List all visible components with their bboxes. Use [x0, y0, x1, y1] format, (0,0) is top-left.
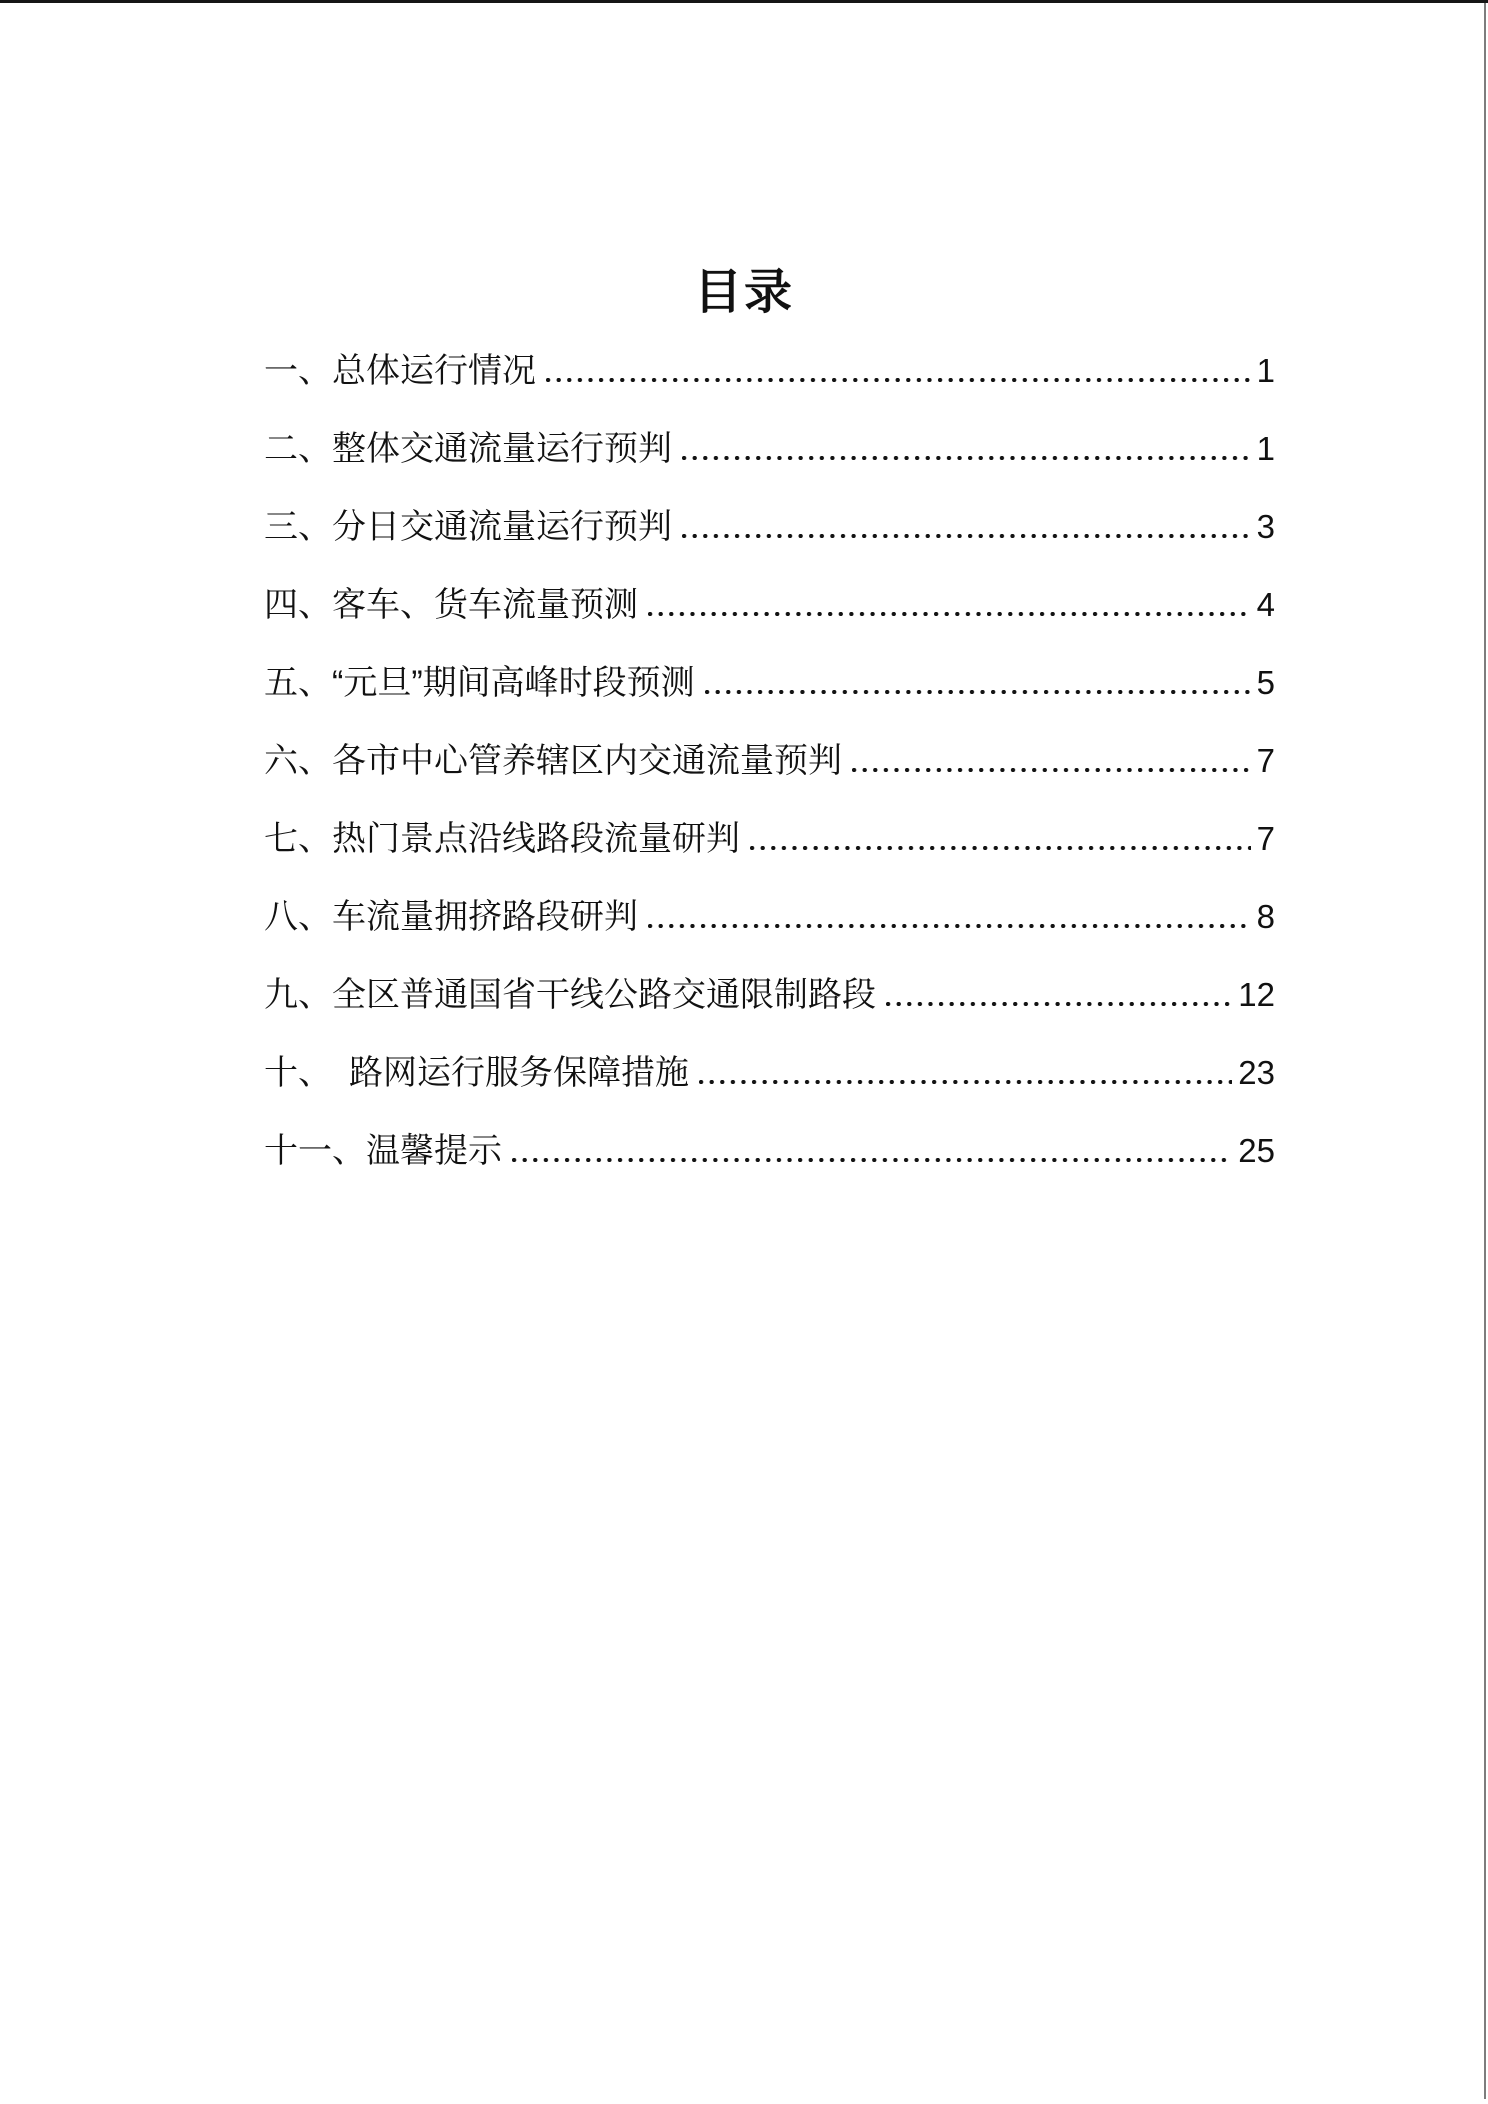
toc-entry-label: 十、 路网运行服务保障措施 — [264, 1054, 689, 1092]
toc-entry[interactable] — [264, 722, 1275, 800]
toc-entry[interactable] — [264, 332, 1275, 410]
toc-entry-label: 九、全区普通国省干线公路交通限制路段 — [264, 976, 876, 1014]
toc-entry-label: 八、车流量拥挤路段研判 — [264, 898, 638, 936]
toc-entry-page-number: 23 — [1238, 1054, 1275, 1091]
toc-entry[interactable] — [264, 1112, 1275, 1190]
toc-entry-page-number: 7 — [1256, 742, 1275, 779]
toc-entry-label: 十一、温馨提示 — [264, 1132, 502, 1170]
toc-entry[interactable] — [264, 488, 1275, 566]
toc-entry-label: 六、各市中心管养辖区内交通流量预判 — [264, 742, 842, 780]
toc-entry-label: 一、总体运行情况 — [264, 352, 536, 390]
toc-dot-leader — [750, 846, 1251, 850]
toc-dot-leader — [886, 1002, 1232, 1006]
toc-entry[interactable] — [264, 956, 1275, 1034]
toc-dot-leader — [852, 768, 1251, 772]
toc-entry-label: 三、分日交通流量运行预判 — [264, 508, 672, 546]
toc-dot-leader — [705, 690, 1251, 694]
toc-entry[interactable] — [264, 878, 1275, 956]
toc-entry-page-number: 25 — [1238, 1132, 1275, 1169]
toc-title: 目录 — [693, 266, 794, 319]
toc-entry-page-number: 1 — [1256, 352, 1275, 389]
toc-dot-leader — [648, 612, 1251, 616]
toc-entry-label: 七、热门景点沿线路段流量研判 — [264, 820, 740, 858]
toc-entry[interactable] — [264, 1034, 1275, 1112]
toc-list — [264, 332, 1275, 1190]
toc-entry[interactable] — [264, 644, 1275, 722]
toc-entry[interactable] — [264, 566, 1275, 644]
page-top-border — [0, 0, 1488, 3]
toc-entry-page-number: 4 — [1256, 586, 1275, 623]
toc-dot-leader — [648, 924, 1251, 928]
toc-dot-leader — [682, 456, 1251, 460]
toc-entry-page-number: 8 — [1256, 898, 1275, 935]
toc-entry-label: 五、“元旦”期间高峰时段预测 — [264, 664, 695, 702]
toc-entry-page-number: 12 — [1238, 976, 1275, 1013]
toc-entry-page-number: 5 — [1256, 664, 1275, 701]
toc-dot-leader — [682, 534, 1251, 538]
toc-entry-page-number: 1 — [1256, 430, 1275, 467]
toc-dot-leader — [699, 1080, 1232, 1084]
toc-entry-label: 二、整体交通流量运行预判 — [264, 430, 672, 468]
toc-entry-page-number: 3 — [1256, 508, 1275, 545]
toc-entry[interactable] — [264, 410, 1275, 488]
toc-dot-leader — [512, 1158, 1232, 1162]
toc-entry-page-number: 7 — [1256, 820, 1275, 857]
toc-entry[interactable] — [264, 800, 1275, 878]
toc-entry-label: 四、客车、货车流量预测 — [264, 586, 638, 624]
toc-dot-leader — [546, 378, 1251, 382]
